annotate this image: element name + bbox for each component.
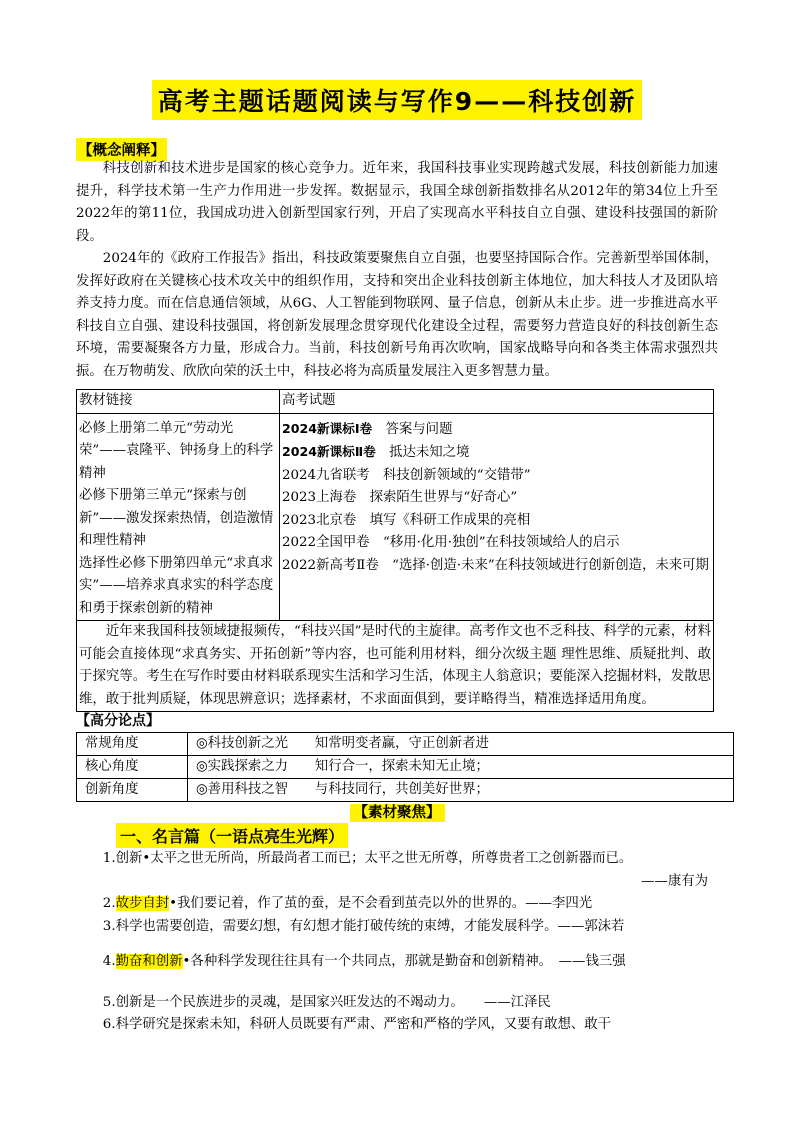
title-wrap <box>0 80 794 120</box>
material-label: 【素材聚焦】 <box>350 804 445 822</box>
links-header-row <box>77 390 714 414</box>
links-header-right: 高考试题 <box>280 390 714 414</box>
textbook-link-item: 选择性必修下册第四单元“求真求实”——培养求真求实的科学态度和勇于探索创新的精神 <box>79 555 274 616</box>
exam-question-item: 2022全国甲卷 “移用·化用·独创”在科技领域给人的启示 <box>282 535 620 550</box>
quote-keyword: 勤奋和创新 <box>115 954 183 969</box>
material-label-wrap <box>0 801 794 822</box>
high-score-label: 【高分论点】 <box>76 713 160 729</box>
links-summary: 近年来我国科技领域捷报频传，“科技兴国”是时代的主旋律。高考作文也不乏科技、科学的元素，材料可能会直接体现“求真务实、开拓创新”等内容，也可能利用材料，细分次级主题 理性思维、质疑批判、敢于探究等。考生在写作时要由材料联系现实生活和学习生活，体现主人翁意识；要能深入挖掘材料，发散思维，敢于批判质疑，体现思辨意识；选择素材，不求面面俱到，要详略得当，精准选择适用角度。 <box>77 621 714 712</box>
quotes-section-heading: 一、名言篇（一语点亮生光辉） <box>116 823 348 848</box>
exam-question-item: 2024九省联考 科技创新领域的“交错带” <box>282 467 531 483</box>
quote-text: 科学研究是探索未知，科研人员既要有严肃、严密和严格的学风，又要有敢想、敢干 <box>115 1017 612 1032</box>
angle-row <box>77 756 734 779</box>
links-table <box>76 389 714 712</box>
quote-item <box>76 916 718 939</box>
quote-text: 创新•太平之世无所尚，所最尚者工而已；太平之世无所尊，所尊贵者工之创新器而已。 <box>115 851 633 866</box>
page-title: 高考主题话题阅读与写作9——科技创新 <box>152 80 642 120</box>
quote-text: 创新是一个民族进步的灵魂，是国家兴旺发达的不竭动力。 ——江泽民 <box>115 995 551 1010</box>
angle-point: ◎善用科技之智 与科技同行，共创美好世界； <box>188 779 734 802</box>
exam-questions-cell <box>280 413 714 621</box>
links-body-row <box>77 413 714 621</box>
quote-item <box>76 992 718 1015</box>
quote-text: 科学也需要创造，需要幻想，有幻想才能打破传统的束缚，才能发展科学。——郭沫若 <box>115 919 625 934</box>
exam-question-text: 抵达未知之境 <box>375 445 470 460</box>
quote-number: 4. <box>102 954 116 969</box>
concept-paragraph-1: 科技创新和技术进步是国家的核心竞争力。近年来，我国科技事业实现跨越式发展，科技创新能力加速提升，科学技术第一生产力作用进一步发挥。数据显示，我国全球创新指数排名从2012年的第34位上升至2022年的第11位，我国成功进入创新型国家行列，开启了实现高水平科技自立自强、建设科技强国的新阶段。 <box>76 161 718 244</box>
quote-number: 2. <box>102 896 116 911</box>
exam-question-item <box>282 418 711 442</box>
angle-row <box>77 779 734 802</box>
quote-item <box>76 848 718 871</box>
quote-author: ——康有为 <box>641 874 708 889</box>
concept-label: 【概念阐释】 <box>76 138 167 161</box>
textbook-link-item: 必修上册第二单元“劳动光荣”——袁隆平、钟扬身上的科学精神 <box>79 420 274 481</box>
exam-question-bold: 2024新课标Ⅰ卷 <box>282 420 373 436</box>
angle-name: 常规角度 <box>77 733 188 756</box>
angle-name: 核心角度 <box>77 756 188 779</box>
links-header-left: 教材链接 <box>77 390 280 414</box>
textbook-link-item: 必修下册第三单元“探索与创新”——激发探索热情，创造激情和理性精神 <box>79 488 274 548</box>
quote-item <box>76 951 718 974</box>
quote-item <box>76 1014 718 1037</box>
textbook-links-cell <box>77 413 280 621</box>
exam-question-item: 2023上海卷 探索陌生世界与“好奇心” <box>282 490 518 505</box>
quote-number: 1. <box>102 851 116 866</box>
exam-question-bold: 2024新课标Ⅱ卷 <box>282 444 376 459</box>
angle-row <box>77 733 734 756</box>
quote-keyword: 故步自封 <box>115 896 170 911</box>
links-summary-row <box>77 621 714 712</box>
concept-paragraph-2: 2024年的《政府工作报告》指出，科技政策要聚焦自立自强，也要坚持国际合作。完善新型举国体制，发挥好政府在关键核心技术攻关中的组织作用，支持和突出企业科技创新主体地位，加大科技人才及团队培养支持力度。而在信息通信领域，从6G、人工智能到物联网、量子信息，创新从未止步。进一步推进高水平科技自立自强、建设科技强国，将创新发展理念贯穿现代化建设全过程，需要努力营造良好的科技创新生态环境，需要凝聚各方力量，形成合力。当前，科技创新号角再次吹响，国家战略导向和各类主体需求强烈共振。在万物萌发、欣欣向荣的沃土中，科技必将为高质量发展注入更多智慧力量。 <box>76 251 718 379</box>
quote-number: 5. <box>102 995 116 1010</box>
exam-question-text: 答案与问题 <box>372 421 453 437</box>
exam-question-item: 2023北京卷 填写《科研工作成果的亮相 <box>282 512 531 528</box>
angle-point: ◎实践探索之力 知行合一，探索未知无止境； <box>188 756 734 779</box>
exam-question-item: 2022新高考Ⅱ卷 “选择·创造·未来”在科技领域进行创新创造，未来可期 <box>282 557 709 573</box>
angle-point: ◎科技创新之光 知常明变者赢，守正创新者进 <box>188 733 734 756</box>
angle-name: 创新角度 <box>77 779 188 802</box>
exam-question-item <box>282 441 711 465</box>
quote-number: 3. <box>102 919 116 934</box>
quote-text: •各种科学发现往往具有一个共同点，那就是勤奋和创新精神。 ——钱三强 <box>182 954 626 969</box>
angles-table <box>76 732 734 802</box>
quote-item <box>76 893 718 916</box>
quote-text: •我们要记着，作了茧的蚕，是不会看到茧壳以外的世界的。——李四光 <box>169 896 593 911</box>
quote-number: 6. <box>102 1017 116 1032</box>
